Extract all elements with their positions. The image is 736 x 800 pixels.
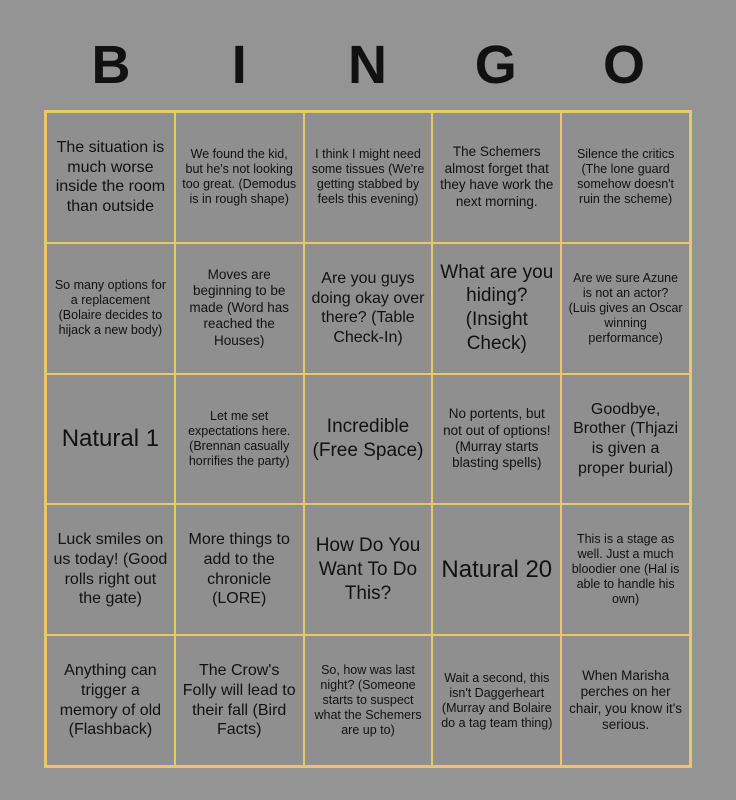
bingo-cell-text: Natural 1 <box>61 424 160 452</box>
bingo-cell-text: Anything can trigger a memory of old (Flashback) <box>59 662 162 739</box>
bingo-cell-text: The situation is much worse inside the room than outside <box>55 139 166 216</box>
bingo-cell[interactable] <box>304 635 433 766</box>
header-letter-b: B <box>91 35 132 95</box>
bingo-cell-text: Are we sure Azune is not an actor? (Luis gives an Oscar winning performance) <box>568 270 683 345</box>
bingo-cell[interactable] <box>561 374 690 505</box>
bingo-cell[interactable] <box>561 635 690 766</box>
bingo-grid <box>44 110 692 768</box>
header-letter-g: G <box>474 35 518 95</box>
bingo-cell-text: Moves are beginning to be made (Word has reached the Houses) <box>189 267 289 348</box>
bingo-cell-text: Are you guys doing okay over there? (Table Check-In) <box>311 269 425 346</box>
bingo-cell-text: Natural 20 <box>441 555 553 583</box>
bingo-cell-free-space[interactable] <box>304 374 433 505</box>
bingo-cell-text: The Crow's Folly will lead to their fall (Bird Facts) <box>182 662 296 739</box>
bingo-cell[interactable] <box>46 112 175 243</box>
bingo-header <box>44 34 692 96</box>
bingo-cell[interactable] <box>175 504 304 635</box>
bingo-cell[interactable] <box>46 504 175 635</box>
bingo-cell[interactable] <box>561 504 690 635</box>
bingo-cell-text: So, how was last night? (Someone starts to suspect what the Schemers are up to) <box>314 663 422 738</box>
bingo-cell[interactable] <box>432 635 561 766</box>
bingo-cell-text: The Schemers almost forget that they have work the next morning. <box>440 144 554 209</box>
header-letter-o: O <box>602 35 646 95</box>
bingo-cell-text: Silence the critics (The lone guard somehow doesn't ruin the scheme) <box>576 147 675 207</box>
bingo-cell[interactable] <box>304 112 433 243</box>
bingo-cell[interactable] <box>304 243 433 374</box>
bingo-cell-text: When Marisha perches on her chair, you know it's serious. <box>569 667 683 733</box>
bingo-cell[interactable] <box>46 635 175 766</box>
bingo-cell[interactable] <box>561 243 690 374</box>
bingo-cell-text: Let me set expectations here. (Brennan casually horrifies the party) <box>188 408 291 468</box>
bingo-cell[interactable] <box>175 112 304 243</box>
header-letter-n: N <box>348 35 388 95</box>
bingo-cell[interactable] <box>46 374 175 505</box>
bingo-cell[interactable] <box>561 112 690 243</box>
bingo-cell-text: Luck smiles on us today! (Good rolls right out the gate) <box>53 531 168 608</box>
bingo-cell-text: Incredible (Free Space) <box>312 416 424 461</box>
bingo-cell[interactable] <box>175 243 304 374</box>
bingo-cell-text: Wait a second, this isn't Daggerheart (Murray and Bolaire do a tag team thing) <box>441 670 553 730</box>
header-letter-i: I <box>231 35 248 95</box>
bingo-cell-text: So many options for a replacement (Bolaire decides to hijack a new body) <box>54 278 166 338</box>
bingo-cell[interactable] <box>432 112 561 243</box>
bingo-cell-text: Goodbye, Brother (Thjazi is given a proper burial) <box>573 400 679 477</box>
bingo-cell[interactable] <box>304 504 433 635</box>
bingo-cell-text: How Do You Want To Do This? <box>315 535 421 604</box>
bingo-cell[interactable] <box>432 504 561 635</box>
bingo-cell-text: What are you hiding? (Insight Check) <box>440 261 554 354</box>
bingo-cell[interactable] <box>175 635 304 766</box>
bingo-cell[interactable] <box>432 243 561 374</box>
bingo-cell-text: More things to add to the chronicle (LORE) <box>188 531 290 608</box>
bingo-cell-text: We found the kid, but he's not looking too great. (Demodus is in rough shape) <box>182 147 297 207</box>
bingo-cell[interactable] <box>432 374 561 505</box>
bingo-cell-text: This is a stage as well. Just a much bloodier one (Hal is able to handle his own) <box>571 532 680 607</box>
bingo-cell[interactable] <box>175 374 304 505</box>
bingo-cell-text: I think I might need some tissues (We're getting stabbed by feels this evening) <box>311 147 425 207</box>
bingo-cell[interactable] <box>46 243 175 374</box>
bingo-cell-text: No portents, but not out of options! (Murray starts blasting spells) <box>443 406 551 471</box>
